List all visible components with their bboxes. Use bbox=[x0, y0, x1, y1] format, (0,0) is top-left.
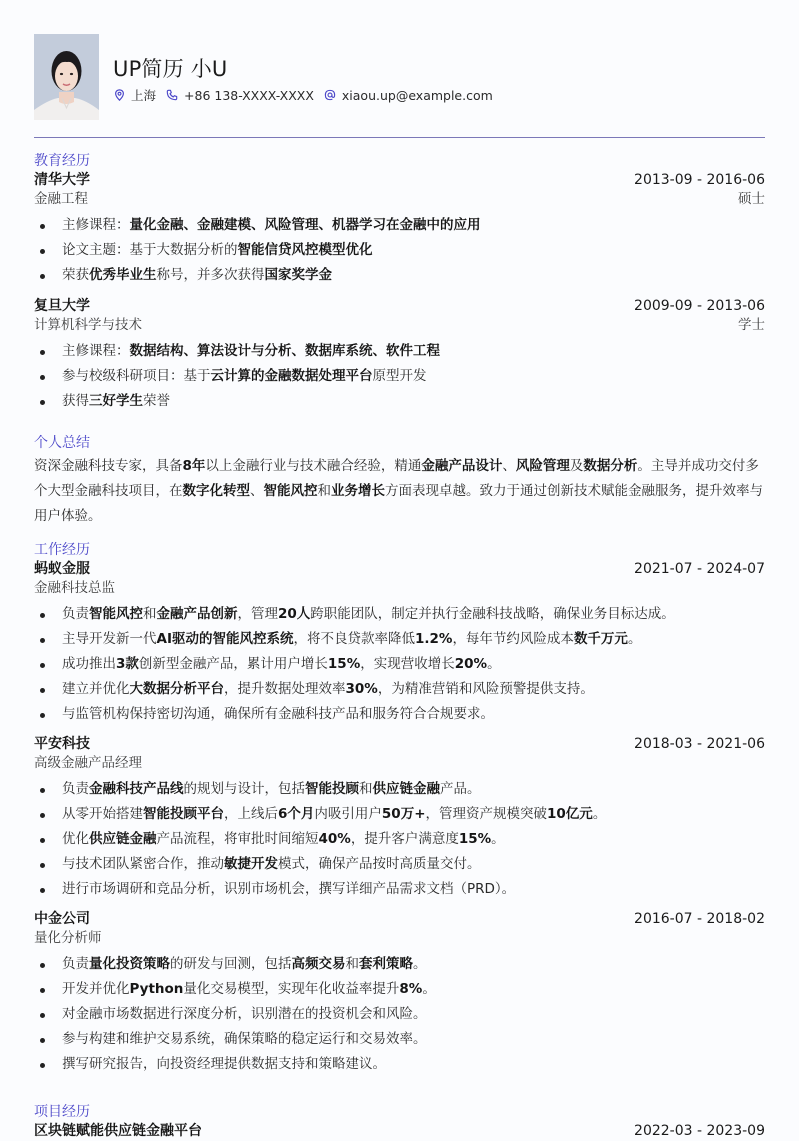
work-dates: 2016-07 - 2018-02 bbox=[634, 911, 765, 927]
text-run: 内吸引用户 bbox=[314, 806, 382, 822]
portrait-icon bbox=[34, 34, 99, 120]
at-email-icon bbox=[324, 89, 336, 101]
profile-photo bbox=[34, 34, 99, 120]
job-role: 高级金融产品经理 bbox=[34, 755, 142, 771]
bullet-item bbox=[34, 702, 765, 727]
resume-page bbox=[34, 0, 765, 1139]
contact-info bbox=[114, 86, 503, 104]
emphasis-text: 智能风控 bbox=[89, 606, 143, 622]
text-run: 跨职能团队，制定并执行金融科技战略，确保业务目标达成。 bbox=[310, 606, 675, 622]
bullet-item bbox=[34, 213, 765, 238]
bullet-item bbox=[34, 1052, 765, 1077]
bullet-item bbox=[34, 852, 765, 877]
text-run: 。 bbox=[491, 831, 505, 847]
bullet-item bbox=[34, 1027, 765, 1052]
resume-header bbox=[34, 0, 765, 138]
text-run: 。主导并成功交付多个大型金融科技项目，在 bbox=[34, 458, 759, 499]
work-bullets bbox=[34, 777, 765, 902]
text-run: 撰写研究报告，向投资经理提供数据支持和策略建议。 bbox=[62, 1056, 386, 1072]
contact-email bbox=[324, 88, 493, 103]
work-entry bbox=[34, 560, 765, 727]
education-dates: 2013-09 - 2016-06 bbox=[634, 172, 765, 188]
text-run: 优化 bbox=[62, 831, 89, 847]
project-dates: 2022-03 - 2023-09 bbox=[634, 1123, 765, 1139]
candidate-name: UP简历 小U bbox=[113, 57, 228, 81]
emphasis-text: 数据分析 bbox=[583, 458, 638, 474]
text-run: ，提升数据处理效率 bbox=[224, 681, 346, 697]
text-run: 称号，并多次获得 bbox=[156, 267, 265, 283]
company-name: 中金公司 bbox=[34, 911, 90, 927]
text-run: ，将不良贷款率降低 bbox=[293, 631, 415, 647]
bullet-item bbox=[34, 263, 765, 288]
bullet-item bbox=[34, 777, 765, 802]
text-run: 与监管机构保持密切沟通，确保所有金融科技产品和服务符合合规要求。 bbox=[62, 706, 494, 722]
bullet-item bbox=[34, 1002, 765, 1027]
emphasis-text: 数千万元 bbox=[573, 631, 628, 647]
emphasis-text: 15% bbox=[327, 656, 361, 672]
text-run: ，管理 bbox=[237, 606, 278, 622]
emphasis-text: 15% bbox=[458, 831, 492, 847]
bullet-item bbox=[34, 652, 765, 677]
major: 金融工程 bbox=[34, 191, 88, 207]
header-divider bbox=[34, 137, 765, 138]
text-run: 、 bbox=[502, 458, 516, 474]
company-name: 平安科技 bbox=[34, 736, 90, 752]
education-section bbox=[34, 152, 765, 414]
emphasis-text: AI驱动的智能风控系统 bbox=[156, 631, 294, 647]
text-run: ，提升客户满意度 bbox=[350, 831, 459, 847]
text-run: 负责 bbox=[62, 781, 89, 797]
emphasis-text: 8% bbox=[399, 981, 423, 997]
emphasis-text: 智能风控 bbox=[263, 483, 318, 499]
work-section bbox=[34, 541, 765, 1077]
emphasis-text: 云计算的金融数据处理平台 bbox=[210, 368, 373, 384]
work-bullets bbox=[34, 952, 765, 1077]
section-title-summary: 个人总结 bbox=[34, 435, 90, 451]
job-role: 金融科技总监 bbox=[34, 580, 115, 596]
text-run: 荣誉 bbox=[143, 393, 170, 409]
text-run: 创新型金融产品，累计用户增长 bbox=[138, 656, 328, 672]
text-run: 。 bbox=[592, 806, 607, 822]
text-run: 成功推出 bbox=[62, 656, 116, 672]
location-pin-icon bbox=[114, 89, 125, 101]
emphasis-text: 金融产品创新 bbox=[156, 606, 238, 622]
text-run: 和 bbox=[345, 956, 359, 972]
bullet-item bbox=[34, 877, 765, 902]
emphasis-text: 三好学生 bbox=[89, 393, 143, 409]
emphasis-text: 金融产品设计 bbox=[421, 458, 503, 474]
section-title-education: 教育经历 bbox=[34, 153, 90, 169]
emphasis-text: 优秀毕业生 bbox=[89, 267, 157, 283]
school-name: 清华大学 bbox=[34, 172, 90, 188]
bullet-item bbox=[34, 802, 765, 827]
emphasis-text: 大数据分析平台 bbox=[129, 681, 224, 697]
project-name: 区块链赋能供应链金融平台 bbox=[34, 1123, 202, 1139]
text-run: 和 bbox=[143, 606, 157, 622]
text-run: 从零开始搭建 bbox=[62, 806, 143, 822]
major: 计算机科学与技术 bbox=[34, 317, 142, 333]
emphasis-text: 业务增长 bbox=[331, 483, 385, 499]
text-run: 。 bbox=[413, 956, 427, 972]
bullet-item bbox=[34, 364, 765, 389]
emphasis-text: 6个月 bbox=[278, 806, 315, 822]
emphasis-text: Python bbox=[129, 981, 184, 997]
text-run: 量化交易模型，实现年化收益率提升 bbox=[183, 981, 400, 997]
section-title-projects: 项目经历 bbox=[34, 1104, 90, 1120]
bullet-item bbox=[34, 238, 765, 263]
text-run: ，上线后 bbox=[224, 806, 278, 822]
text-run: 的研发与回测，包括 bbox=[170, 956, 292, 972]
bullet-item bbox=[34, 677, 765, 702]
text-run: 负责 bbox=[62, 956, 89, 972]
bullet-item bbox=[34, 627, 765, 652]
emphasis-text: 供应链金融 bbox=[372, 781, 440, 797]
text-run: 产品流程，将审批时间缩短 bbox=[156, 831, 319, 847]
phone-icon bbox=[166, 89, 178, 101]
text-run: 及 bbox=[569, 458, 584, 474]
summary-section bbox=[34, 434, 765, 529]
text-run: 主修课程： bbox=[62, 217, 130, 233]
emphasis-text: 敏捷开发 bbox=[224, 856, 278, 872]
text-run: 参与校级科研项目：基于 bbox=[62, 368, 211, 384]
text-run: 主修课程： bbox=[62, 343, 130, 359]
projects-section bbox=[34, 1103, 765, 1141]
bullet-item bbox=[34, 977, 765, 1002]
section-title-work: 工作经历 bbox=[34, 542, 90, 558]
work-dates: 2018-03 - 2021-06 bbox=[634, 736, 765, 752]
text-run: 与技术团队紧密合作，推动 bbox=[62, 856, 224, 872]
text-run: 主导开发新一代 bbox=[62, 631, 157, 647]
text-run: 、 bbox=[250, 483, 264, 499]
phone-text[interactable]: +86 138-XXXX-XXXX bbox=[184, 87, 314, 103]
education-entry bbox=[34, 171, 765, 288]
work-entry bbox=[34, 910, 765, 1077]
text-run: 负责 bbox=[62, 606, 89, 622]
work-bullets bbox=[34, 602, 765, 727]
emphasis-text: 8年 bbox=[182, 458, 206, 474]
education-entry bbox=[34, 297, 765, 414]
emphasis-text: 智能信贷风控模型优化 bbox=[237, 242, 373, 258]
emphasis-text: 3款 bbox=[116, 656, 139, 672]
emphasis-text: 量化投资策略 bbox=[89, 956, 170, 972]
school-name: 复旦大学 bbox=[34, 298, 90, 314]
emphasis-text: 1.2% bbox=[414, 631, 453, 647]
contact-location bbox=[114, 86, 156, 104]
emphasis-text: 高频交易 bbox=[291, 956, 346, 972]
text-run: 方面表现卓越。致力于通过创新技术赋能金融服务，提升效率与用户体验。 bbox=[34, 483, 763, 524]
bullet-item bbox=[34, 827, 765, 852]
text-run: 进行市场调研和竞品分析，识别市场机会，撰写详细产品需求文档（PRD）。 bbox=[62, 881, 516, 897]
summary-paragraph bbox=[34, 454, 765, 529]
text-run: 以上金融行业与技术融合经验，精通 bbox=[205, 458, 422, 474]
bullet-item bbox=[34, 602, 765, 627]
emphasis-text: 10亿元 bbox=[547, 806, 593, 822]
text-run: 产品。 bbox=[440, 781, 481, 797]
emphasis-text: 国家奖学金 bbox=[264, 267, 332, 283]
text-run: ，实现营收增长 bbox=[360, 656, 455, 672]
project-entry bbox=[34, 1122, 765, 1141]
text-run: ，管理资产规模突破 bbox=[425, 806, 548, 822]
bullet-item bbox=[34, 952, 765, 977]
contact-phone bbox=[166, 88, 314, 103]
text-run: 荣获 bbox=[62, 267, 89, 283]
emphasis-text: 量化金融、金融建模、风险管理、机器学习在金融中的应用 bbox=[129, 217, 481, 233]
education-bullets bbox=[34, 339, 765, 414]
emphasis-text: 30% bbox=[345, 681, 378, 697]
text-run: 的规划与设计，包括 bbox=[183, 781, 305, 797]
text-run: ，为精准营销和风险预警提供支持。 bbox=[377, 681, 594, 697]
bullet-item bbox=[34, 389, 765, 414]
text-run: 对金融市场数据进行深度分析，识别潜在的投资机会和风险。 bbox=[62, 1006, 427, 1022]
emphasis-text: 数据结构、算法设计与分析、数据库系统、软件工程 bbox=[129, 343, 440, 359]
education-bullets bbox=[34, 213, 765, 288]
text-run: 模式，确保产品按时高质量交付。 bbox=[278, 856, 481, 872]
emphasis-text: 数字化转型 bbox=[182, 483, 250, 499]
emphasis-text: 40% bbox=[318, 831, 351, 847]
text-run: 和 bbox=[359, 781, 373, 797]
text-run: 资深金融科技专家，具备 bbox=[34, 458, 183, 474]
degree: 硕士 bbox=[738, 191, 765, 207]
bullet-item bbox=[34, 339, 765, 364]
job-role: 量化分析师 bbox=[34, 930, 102, 946]
email-text[interactable]: xiaou.up@example.com bbox=[341, 87, 493, 103]
education-dates: 2009-09 - 2013-06 bbox=[634, 298, 765, 314]
emphasis-text: 智能投顾平台 bbox=[143, 806, 224, 822]
emphasis-text: 供应链金融 bbox=[89, 831, 157, 847]
location-text: 上海 bbox=[131, 88, 157, 103]
text-run: 开发并优化 bbox=[62, 981, 130, 997]
text-run: 原型开发 bbox=[372, 368, 427, 384]
emphasis-text: 20% bbox=[454, 656, 488, 672]
company-name: 蚂蚁金服 bbox=[34, 561, 90, 577]
text-run: 建立并优化 bbox=[62, 681, 130, 697]
emphasis-text: 风险管理 bbox=[515, 458, 570, 474]
text-run: 。 bbox=[487, 656, 501, 672]
text-run: 。 bbox=[627, 631, 642, 647]
work-entry bbox=[34, 735, 765, 902]
text-run: 论文主题：基于大数据分析的 bbox=[62, 242, 238, 258]
text-run: 和 bbox=[317, 483, 331, 499]
degree: 学士 bbox=[738, 317, 765, 333]
text-run: ，每年节约风险成本 bbox=[452, 631, 574, 647]
work-dates: 2021-07 - 2024-07 bbox=[634, 561, 765, 577]
emphasis-text: 套利策略 bbox=[359, 956, 413, 972]
emphasis-text: 智能投顾 bbox=[305, 781, 359, 797]
emphasis-text: 20人 bbox=[278, 606, 311, 622]
emphasis-text: 金融科技产品线 bbox=[89, 781, 184, 797]
text-run: 获得 bbox=[62, 393, 89, 409]
emphasis-text: 50万+ bbox=[381, 806, 426, 822]
text-run: 参与构建和维护交易系统，确保策略的稳定运行和交易效率。 bbox=[62, 1031, 427, 1047]
text-run: 。 bbox=[422, 981, 436, 997]
